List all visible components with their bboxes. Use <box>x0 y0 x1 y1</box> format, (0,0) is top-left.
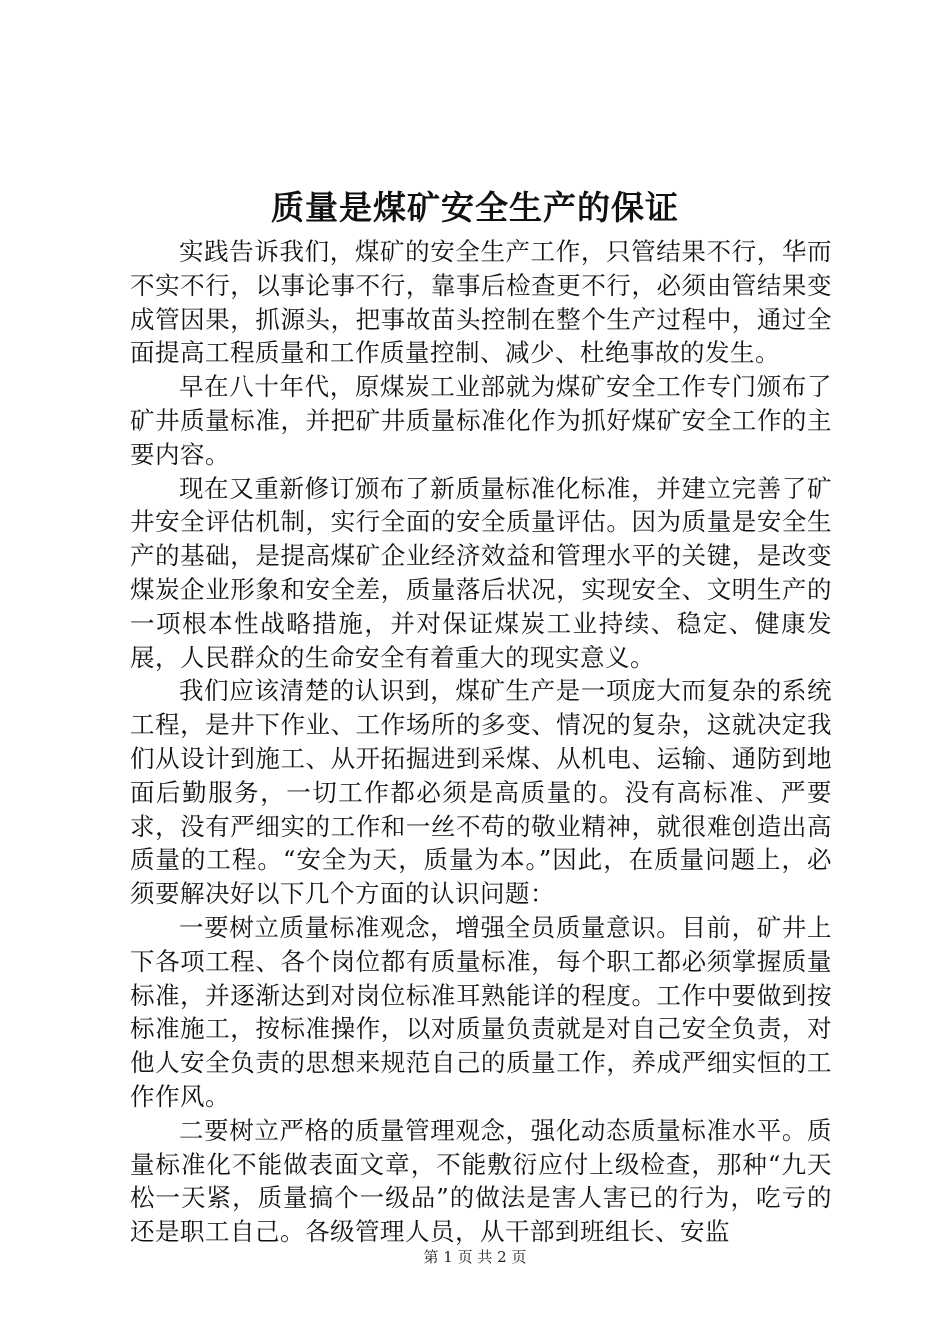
paragraph-5: 一要树立质量标准观念，增强全员质量意识。目前，矿井上下各项工程、各个岗位都有质量标准，每个职工都必须掌握质量标准，并逐渐达到对岗位标准耳熟能详的程度。工作中要做到按标准施工，按标准操作，以对质量负责就是对自己安全负责，对他人安全负责的思想来规范自己的质量工作，养成严细实恒的工作作风。 <box>130 912 832 1111</box>
paragraph-6: 二要树立严格的质量管理观念，强化动态质量标准水平。质量标准化不能做表面文章，不能敷衍应付上级检查，那种“九天松一天紧，质量搞个一级品”的做法是害人害已的行为，吃亏的还是职工自己。各级管理人员，从干部到班组长、安监 <box>130 1115 832 1247</box>
page-number-footer: 第 1 页 共 2 页 <box>423 1248 527 1266</box>
document-title: 质量是煤矿安全生产的保证 <box>271 188 679 227</box>
document-body <box>130 235 832 1249</box>
paragraph-4: 我们应该清楚的认识到，煤矿生产是一项庞大而复杂的系统工程，是井下作业、工作场所的多变、情况的复杂，这就决定我们从设计到施工、从开拓掘进到采煤、从机电、运输、通防到地面后勤服务，一切工作都必须是高质量的。没有高标准、严要求，没有严细实的工作和一丝不苟的敬业精神，就很难创造出高质量的工程。“安全为天，质量为本。”因此，在质量问题上，必须要解决好以下几个方面的认识问题： <box>130 676 832 909</box>
paragraph-1: 实践告诉我们，煤矿的安全生产工作，只管结果不行，华而不实不行，以事论事不行，靠事后检查更不行，必须由管结果变成管因果，抓源头，把事故苗头控制在整个生产过程中，通过全面提高工程质量和工作质量控制、减少、杜绝事故的发生。 <box>130 237 832 368</box>
paragraph-2: 早在八十年代，原煤炭工业部就为煤矿安全工作专门颁布了矿井质量标准，并把矿井质量标准化作为抓好煤矿安全工作的主要内容。 <box>130 372 832 469</box>
paragraph-3: 现在又重新修订颁布了新质量标准化标准，并建立完善了矿井安全评估机制，实行全面的安全质量评估。因为质量是安全生产的基础，是提高煤矿企业经济效益和管理水平的关键，是改变煤炭企业形象和安全差，质量落后状况，实现安全、文明生产的一项根本性战略措施，并对保证煤炭工业持续、稳定、健康发展，人民群众的生命安全有着重大的现实意义。 <box>130 473 832 672</box>
